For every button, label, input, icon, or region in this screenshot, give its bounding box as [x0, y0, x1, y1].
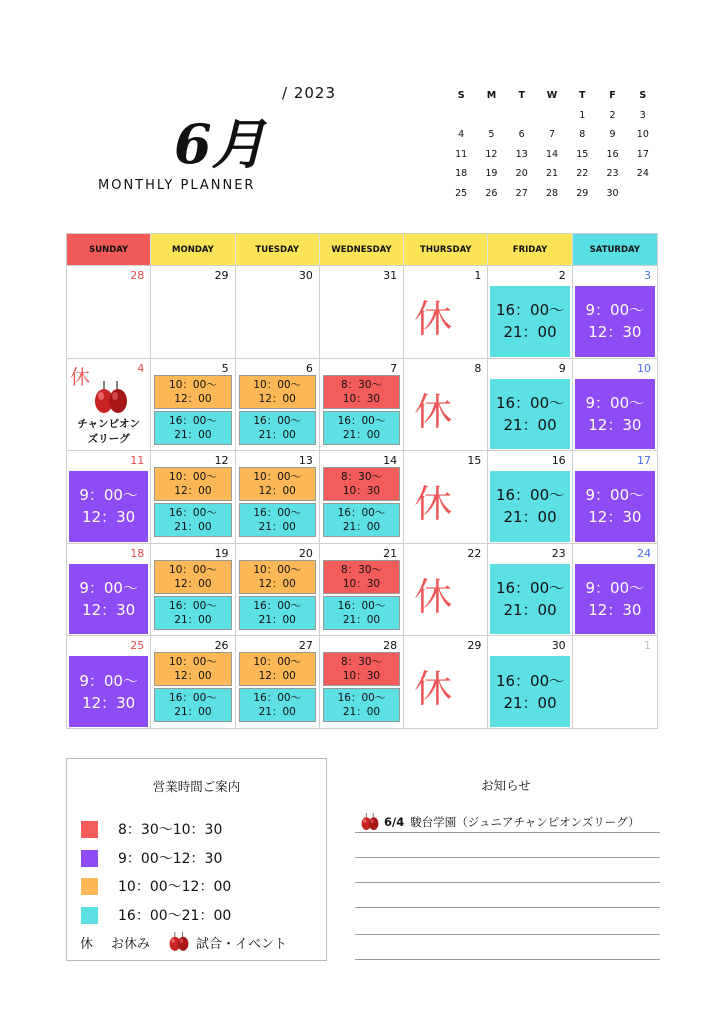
boxing-gloves-icon: [168, 932, 190, 952]
legend-swatch: [81, 907, 98, 924]
day-number: 14: [383, 454, 398, 468]
mini-calendar-weekday: S: [639, 90, 647, 102]
event-label: 試合・イベント: [196, 936, 288, 952]
notice-item: [360, 813, 640, 831]
day-number: 31: [383, 269, 398, 282]
session-time: 10：00～: [169, 563, 217, 576]
month-calendar: [66, 233, 658, 729]
legend-item-label: 8：30～10：30: [118, 822, 223, 838]
session-block: [490, 656, 569, 727]
notice-date: 6/4: [384, 815, 405, 829]
weekday-header-monday: MONDAY: [151, 234, 235, 265]
notice-line: [355, 959, 660, 960]
legend-swatch: [81, 821, 98, 838]
session-block: [575, 379, 655, 450]
mini-calendar-week: [446, 125, 658, 145]
session-time: 21：00: [174, 706, 212, 719]
day-number: 23: [551, 546, 566, 560]
legend-swatch: [81, 878, 98, 895]
calendar-day[interactable]: [404, 451, 488, 544]
session-time: 16：00～: [495, 579, 565, 598]
calendar-day[interactable]: [151, 266, 235, 359]
mini-calendar-day: 15: [576, 148, 589, 160]
session-time: 16：00～: [169, 599, 217, 612]
session-time: 8：30～: [340, 563, 382, 576]
session-slot: [239, 375, 316, 409]
legend-symbols-row: [80, 932, 287, 952]
day-number: 1: [474, 269, 482, 282]
calendar-day[interactable]: [236, 544, 320, 637]
session-time: 21：00: [258, 613, 296, 626]
session-slot: [239, 503, 316, 537]
calendar-day[interactable]: [151, 359, 235, 452]
session-time: 10：00～: [253, 378, 302, 391]
day-number: 13: [298, 454, 313, 468]
day-number: 29: [214, 269, 229, 282]
calendar-day[interactable]: [236, 266, 320, 359]
session-slot: [239, 411, 316, 445]
session-time: 10：30: [342, 577, 381, 590]
session-block: [69, 564, 148, 635]
session-time: 8：30～: [340, 656, 382, 669]
mini-calendar-day: 22: [576, 168, 589, 180]
closed-label: お休み: [111, 936, 151, 952]
mini-calendar-day: 18: [455, 168, 468, 180]
mini-calendar-day: 6: [518, 129, 525, 141]
session-time: 21：00: [342, 521, 381, 534]
closed-mark: 休: [414, 574, 453, 619]
calendar-day[interactable]: [67, 266, 151, 359]
session-block: [575, 564, 655, 635]
mini-calendar-day: 5: [488, 129, 495, 141]
legend-item-label: 9：00～12：30: [118, 851, 223, 867]
closed-mark: 休: [70, 364, 90, 389]
notice-line: [355, 934, 660, 935]
session-slot: [323, 503, 400, 537]
calendar-week: [67, 358, 657, 451]
day-number: 17: [636, 454, 651, 468]
calendar-weeks: [67, 265, 657, 728]
mini-calendar-week: [446, 164, 658, 184]
day-number: 22: [467, 546, 482, 560]
mini-calendar-day: 27: [515, 187, 528, 199]
notice-section: [352, 758, 660, 963]
session-time: 10：30: [342, 485, 381, 498]
session-time: 16：00～: [337, 507, 386, 520]
session-time: 9：00～: [585, 301, 645, 320]
planner-header: [0, 0, 724, 230]
notice-line: [355, 832, 660, 833]
calendar-day[interactable]: [67, 359, 151, 452]
session-time: 21：00: [503, 508, 557, 527]
mini-calendar-day: 16: [606, 148, 619, 160]
mini-calendar-day: 29: [576, 187, 589, 199]
calendar-day[interactable]: [151, 636, 235, 729]
mini-calendar-header-row: [446, 86, 658, 106]
event-label: [67, 417, 150, 447]
weekday-header-tuesday: TUESDAY: [236, 234, 320, 265]
notice-text: 駿台学園（ジュニアチャンピオンズリーグ）: [410, 815, 640, 829]
day-number: 21: [383, 546, 398, 560]
calendar-day[interactable]: [488, 266, 572, 359]
session-time: 8：30～: [340, 378, 382, 391]
calendar-day[interactable]: [488, 636, 572, 729]
session-slot: [239, 467, 316, 501]
session-time: 9：00～: [79, 579, 138, 598]
weekday-header-thursday: THURSDAY: [404, 234, 488, 265]
planner-subtitle: MONTHLY PLANNER: [98, 178, 256, 193]
day-number: 10: [636, 361, 651, 375]
calendar-day[interactable]: [151, 451, 235, 544]
session-time: 10：00～: [169, 471, 217, 484]
closed-symbol: 休: [80, 936, 94, 952]
session-slot: [323, 375, 400, 409]
day-number: 7: [390, 361, 398, 375]
legend-title: 営業時間ご案内: [152, 779, 241, 794]
session-slot: [154, 596, 231, 630]
session-time: 10：00～: [253, 471, 302, 484]
calendar-day[interactable]: [573, 266, 657, 359]
session-block: [490, 286, 569, 357]
boxing-gloves-icon: [360, 813, 380, 831]
day-number: 26: [214, 639, 229, 653]
event-line: ズリーグ: [87, 432, 130, 445]
mini-calendar: [446, 86, 658, 203]
session-slot: [154, 688, 231, 722]
session-block: [490, 471, 569, 542]
calendar-week: [67, 635, 657, 728]
mini-calendar-day: 7: [548, 129, 555, 141]
calendar-day[interactable]: [404, 544, 488, 637]
day-number: 11: [130, 454, 145, 468]
notice-line: [355, 882, 660, 883]
session-time: 21：00: [342, 613, 381, 626]
weekday-header-sunday: SUNDAY: [67, 234, 151, 265]
session-block: [575, 286, 655, 357]
session-slot: [323, 560, 400, 594]
session-slot: [154, 411, 231, 445]
session-time: 8：30～: [340, 471, 382, 484]
hours-legend: [66, 758, 327, 961]
mini-calendar-day: 10: [636, 129, 649, 141]
session-time: 16：00～: [495, 486, 565, 505]
session-block: [69, 471, 148, 542]
session-time: 10：30: [342, 670, 381, 683]
calendar-day[interactable]: [404, 266, 488, 359]
calendar-day[interactable]: [404, 636, 488, 729]
session-time: 16：00～: [337, 414, 386, 427]
session-time: 12：00: [174, 485, 212, 498]
session-slot: [323, 596, 400, 630]
day-number: 28: [130, 269, 145, 282]
calendar-day[interactable]: [67, 636, 151, 729]
mini-calendar-day: 14: [545, 148, 559, 160]
session-time: 16：00～: [169, 414, 217, 427]
session-time: 16：00～: [495, 671, 565, 690]
legend-swatch: [81, 850, 98, 867]
session-block: [69, 656, 148, 727]
calendar-day[interactable]: [488, 544, 572, 637]
calendar-day[interactable]: [236, 451, 320, 544]
session-time: 12：30: [82, 601, 136, 620]
session-time: 9：00～: [585, 486, 645, 505]
session-time: 9：00～: [585, 579, 645, 598]
session-slot: [154, 560, 231, 594]
session-time: 12：00: [258, 577, 296, 590]
calendar-day[interactable]: [236, 636, 320, 729]
mini-calendar-weekday: T: [579, 90, 586, 102]
legend-item: [81, 876, 231, 896]
session-time: 21：00: [503, 415, 557, 434]
day-number: 6: [305, 361, 313, 375]
boxing-gloves-icon: [93, 381, 129, 415]
calendar-day[interactable]: [320, 266, 404, 359]
session-time: 21：00: [258, 521, 296, 534]
day-number: 8: [474, 361, 482, 375]
session-time: 10：00～: [169, 656, 217, 669]
legend-item: [81, 905, 231, 925]
mini-calendar-day: 8: [579, 129, 586, 141]
year-label: / 2023: [282, 84, 336, 102]
session-time: 12：30: [82, 508, 136, 527]
day-number: 28: [383, 639, 398, 653]
calendar-day[interactable]: [67, 451, 151, 544]
calendar-week: [67, 543, 657, 636]
mini-calendar-week: [446, 106, 658, 126]
mini-calendar-day: 17: [636, 148, 649, 160]
mini-calendar-weekday: M: [486, 90, 497, 102]
day-number: 3: [643, 269, 651, 282]
day-number: 5: [221, 361, 229, 375]
mini-calendar-day: 25: [455, 187, 468, 199]
session-time: 10：00～: [169, 378, 217, 391]
weekday-header-saturday: SATURDAY: [573, 234, 657, 265]
session-time: 9：00～: [585, 393, 645, 412]
session-time: 12：30: [588, 323, 642, 342]
mini-calendar-day: 11: [455, 148, 468, 160]
day-number: 30: [298, 269, 313, 282]
session-slot: [154, 652, 231, 686]
calendar-week: [67, 450, 657, 543]
day-number: 16: [551, 454, 566, 468]
mini-calendar-day: 2: [609, 109, 616, 121]
session-slot: [323, 411, 400, 445]
session-slot: [154, 467, 231, 501]
calendar-day[interactable]: [320, 544, 404, 637]
session-time: 10：30: [342, 392, 381, 405]
mini-calendar-day: 9: [609, 129, 616, 141]
mini-calendar-weekday: T: [518, 90, 525, 102]
day-number: 27: [298, 639, 313, 653]
session-time: 12：30: [588, 508, 642, 527]
session-time: 16：00～: [495, 393, 565, 412]
session-time: 16：00～: [337, 692, 386, 705]
session-time: 21：00: [174, 521, 212, 534]
calendar-day[interactable]: [320, 451, 404, 544]
month-title: 6月: [174, 112, 266, 176]
day-number: 4: [137, 361, 145, 375]
session-slot: [323, 688, 400, 722]
mini-calendar-day: 24: [636, 168, 649, 180]
session-block: [490, 564, 569, 635]
session-time: 21：00: [258, 706, 296, 719]
day-number: 25: [130, 639, 145, 653]
day-number: 12: [214, 454, 229, 468]
mini-calendar-weekday: S: [457, 90, 465, 102]
notice-title: お知らせ: [481, 778, 531, 793]
calendar-week: [67, 265, 657, 358]
session-time: 16：00～: [169, 507, 217, 520]
day-number: 19: [214, 546, 229, 560]
session-time: 21：00: [258, 428, 296, 441]
legend-item-label: 10：00～12：00: [118, 879, 232, 895]
calendar-day[interactable]: [151, 544, 235, 637]
calendar-day[interactable]: [67, 544, 151, 637]
day-number: 15: [467, 454, 482, 468]
notice-line: [355, 857, 660, 858]
day-number: 1: [643, 639, 651, 653]
session-time: 12：00: [258, 485, 296, 498]
calendar-day[interactable]: [573, 451, 657, 544]
mini-calendar-day: 4: [458, 129, 465, 141]
session-time: 12：00: [258, 670, 296, 683]
calendar-day[interactable]: [488, 451, 572, 544]
session-time: 12：30: [588, 415, 642, 434]
weekday-header-wednesday: WEDNESDAY: [320, 234, 404, 265]
day-number: 24: [636, 546, 651, 560]
mini-calendar-weekday: F: [609, 90, 616, 102]
mini-calendar-week: [446, 184, 658, 204]
mini-calendar-day: 30: [606, 187, 619, 199]
calendar-day[interactable]: [573, 359, 657, 452]
session-slot: [239, 596, 316, 630]
session-time: 10：00～: [253, 563, 302, 576]
mini-calendar-day: 26: [485, 187, 498, 199]
session-slot: [239, 560, 316, 594]
session-slot: [239, 652, 316, 686]
session-time: 16：00～: [169, 692, 217, 705]
day-number: 2: [558, 269, 566, 282]
calendar-day[interactable]: [320, 359, 404, 452]
session-time: 12：00: [258, 392, 296, 405]
session-time: 9：00～: [79, 486, 138, 505]
session-time: 16：00～: [253, 414, 302, 427]
mini-calendar-day: 21: [545, 168, 559, 180]
mini-calendar-day: 3: [639, 109, 646, 121]
calendar-day[interactable]: [488, 359, 572, 452]
day-number: 9: [558, 361, 566, 375]
weekday-header-row: [67, 234, 657, 265]
legend-item-label: 16：00～21：00: [118, 908, 232, 924]
mini-calendar-day: 23: [606, 168, 619, 180]
calendar-day[interactable]: [573, 636, 657, 729]
session-time: 9：00～: [79, 671, 138, 690]
calendar-day[interactable]: [573, 544, 657, 637]
legend-item: [81, 819, 222, 839]
mini-calendar-day: 28: [545, 187, 559, 199]
session-time: 12：00: [174, 670, 212, 683]
mini-calendar-weekday: W: [546, 90, 558, 102]
closed-mark: 休: [414, 667, 453, 712]
calendar-day[interactable]: [320, 636, 404, 729]
session-slot: [154, 375, 231, 409]
session-time: 21：00: [174, 428, 212, 441]
session-time: 16：00～: [253, 692, 302, 705]
session-time: 10：00～: [253, 656, 302, 669]
event-line: チャンピオン: [77, 417, 140, 430]
session-time: 12：00: [174, 392, 212, 405]
session-time: 12：30: [588, 601, 642, 620]
session-time: 21：00: [342, 428, 381, 441]
mini-calendar-day: 12: [485, 148, 498, 160]
calendar-day[interactable]: [236, 359, 320, 452]
weekday-header-friday: FRIDAY: [488, 234, 572, 265]
mini-calendar-day: 13: [515, 148, 528, 160]
mini-calendar-day: 20: [515, 168, 528, 180]
mini-calendar-day: 1: [579, 109, 586, 121]
day-number: 18: [130, 546, 145, 560]
session-time: 12：30: [82, 693, 136, 712]
session-time: 16：00～: [253, 599, 302, 612]
session-block: [490, 379, 569, 450]
session-slot: [154, 503, 231, 537]
session-block: [575, 471, 655, 542]
session-time: 16：00～: [253, 507, 302, 520]
day-number: 20: [298, 546, 313, 560]
session-time: 21：00: [342, 706, 381, 719]
session-slot: [323, 467, 400, 501]
session-time: 16：00～: [495, 301, 565, 320]
day-number: 29: [467, 639, 482, 653]
notice-line: [355, 907, 660, 908]
closed-mark: 休: [414, 389, 453, 434]
session-time: 21：00: [503, 693, 557, 712]
day-number: 30: [551, 639, 566, 653]
closed-mark: 休: [414, 297, 453, 341]
closed-mark: 休: [414, 482, 453, 527]
session-time: 12：00: [174, 577, 212, 590]
mini-calendar-week: [446, 145, 658, 165]
session-time: 16：00～: [337, 599, 386, 612]
session-time: 21：00: [174, 613, 212, 626]
session-time: 21：00: [503, 323, 557, 342]
calendar-day[interactable]: [404, 359, 488, 452]
legend-item: [81, 848, 222, 868]
mini-calendar-day: 19: [485, 168, 498, 180]
session-slot: [323, 652, 400, 686]
session-slot: [239, 688, 316, 722]
session-time: 21：00: [503, 601, 557, 620]
